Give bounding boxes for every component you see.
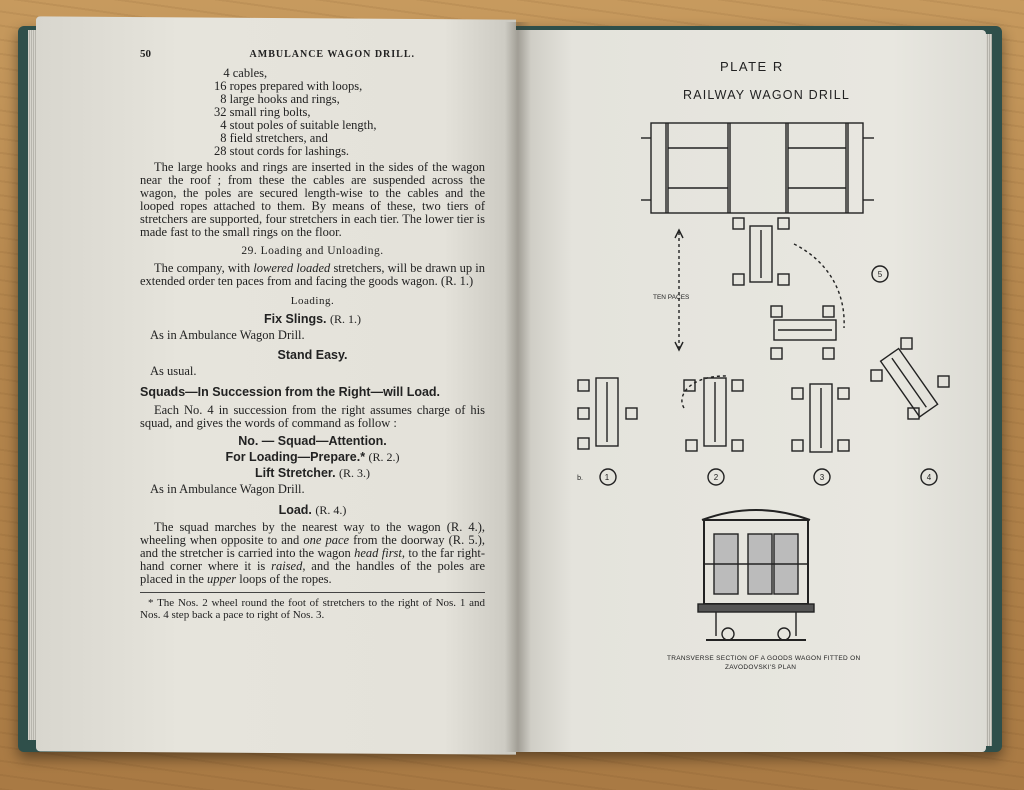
text-run: , to the far right-hand corner where it is xyxy=(140,546,485,573)
running-head: AMBULANCE WAGON DRILL. xyxy=(249,49,415,60)
plate-ref: (R. 3.) xyxy=(339,466,371,480)
footnote-rule xyxy=(140,592,485,593)
subheading-loading: Loading. xyxy=(290,295,335,307)
text-run: stretchers, will be drawn up in extended order ten paces from and facing the goods wagon. (R. 1.) xyxy=(140,261,485,288)
instruction-text: As in Ambulance Wagon Drill. xyxy=(150,482,305,496)
caption-line-2: ZAVODOVSKI'S PLAN xyxy=(725,664,797,671)
plate-title: RAILWAY WAGON DRILL xyxy=(683,88,851,102)
position-number: 3 xyxy=(819,473,825,482)
left-page-text xyxy=(140,48,485,621)
text-emphasis: raised xyxy=(271,559,303,573)
text-emphasis: lowered loaded xyxy=(253,261,331,275)
marginal-note: b. xyxy=(577,475,583,482)
section-heading: 29. Loading and Unloading. xyxy=(241,245,384,257)
command-squads-load: Squads—In Succession from the Right—will Load. xyxy=(140,385,441,399)
paragraph-each-no4: Each No. 4 in succession from the right assumes charge of his squad, and gives the words of command as follow : xyxy=(140,403,485,430)
text-run: The squad marches by the nearest way to the wagon (R. 4.), wheeling when opposite to and xyxy=(140,520,485,547)
caption-line-1: TRANSVERSE SECTION OF A GOODS WAGON FITTED ON xyxy=(667,655,861,662)
text-emphasis: one pace xyxy=(303,533,350,547)
command-text: Fix Slings. xyxy=(264,312,327,326)
list-item: 16 ropes prepared with loops, xyxy=(214,79,363,93)
command-fix-slings xyxy=(140,313,485,326)
page-number: 50 xyxy=(140,48,151,60)
list-item: 32 small ring bolts, xyxy=(214,105,311,119)
list-item: 4 stout poles of suitable length, xyxy=(214,118,377,132)
paragraph-hooks: The large hooks and rings are inserted in the sides of the wagon near the roof ; from these the cables are suspended across the wagon, the poles are secured length-wise to the cables and the looped ropes attached to them. By means of these, two tiers of stretchers are supported, four stretchers in each tier. The lower tier is made fast to the small rings on the floor. xyxy=(140,160,485,239)
railway-wagon-diagram xyxy=(516,30,986,670)
plate-ref: (R. 4.) xyxy=(315,503,347,517)
position-number: 4 xyxy=(926,473,932,482)
text-run: , and the handles of the poles are placed in the xyxy=(140,559,485,586)
plate-ref: (R. 1.) xyxy=(330,312,361,326)
ten-paces-label: TEN PACES xyxy=(653,294,690,301)
list-item: 4 cables, xyxy=(214,66,268,80)
paragraph-company xyxy=(140,262,485,288)
page-header xyxy=(140,48,485,61)
equipment-list xyxy=(214,67,485,158)
position-number: 2 xyxy=(713,473,719,482)
command-load xyxy=(140,504,485,517)
position-number: 1 xyxy=(604,473,610,482)
command-text: For Loading—Prepare.* xyxy=(225,450,366,464)
list-item: 8 field stretchers, and xyxy=(214,131,328,145)
text-run: from the doorway (R. 5.), and the stretcher is carried into the wagon xyxy=(140,533,485,560)
wagon-top-view xyxy=(651,123,863,213)
plate-ref: (R. 2.) xyxy=(368,450,400,464)
wagon-section-roof xyxy=(702,510,810,520)
instruction-text: As usual. xyxy=(150,364,197,378)
command-prepare xyxy=(140,451,485,464)
text-emphasis: head first xyxy=(354,546,402,560)
list-item: 8 large hooks and rings, xyxy=(214,92,340,106)
footnote: * The Nos. 2 wheel round the foot of stretchers to the right of Nos. 1 and Nos. 4 step back a pace to right of Nos. 3. xyxy=(140,597,485,621)
text-run: loops of the ropes. xyxy=(236,572,332,586)
command-lift-stretcher xyxy=(140,467,485,480)
plate-label: PLATE R xyxy=(720,59,784,74)
instruction-text: As in Ambulance Wagon Drill. xyxy=(150,328,305,342)
command-stand-easy: Stand Easy. xyxy=(277,348,348,362)
command-attention: No. — Squad—Attention. xyxy=(238,434,387,448)
command-text: Lift Stretcher. xyxy=(254,466,336,480)
position-number: 5 xyxy=(877,270,883,279)
text-emphasis: upper xyxy=(207,572,237,586)
text-run: The company, with xyxy=(154,261,254,275)
paragraph-squad-marches xyxy=(140,521,485,586)
list-item: 28 stout cords for lashings. xyxy=(214,144,350,158)
command-text: Load. xyxy=(278,503,312,517)
